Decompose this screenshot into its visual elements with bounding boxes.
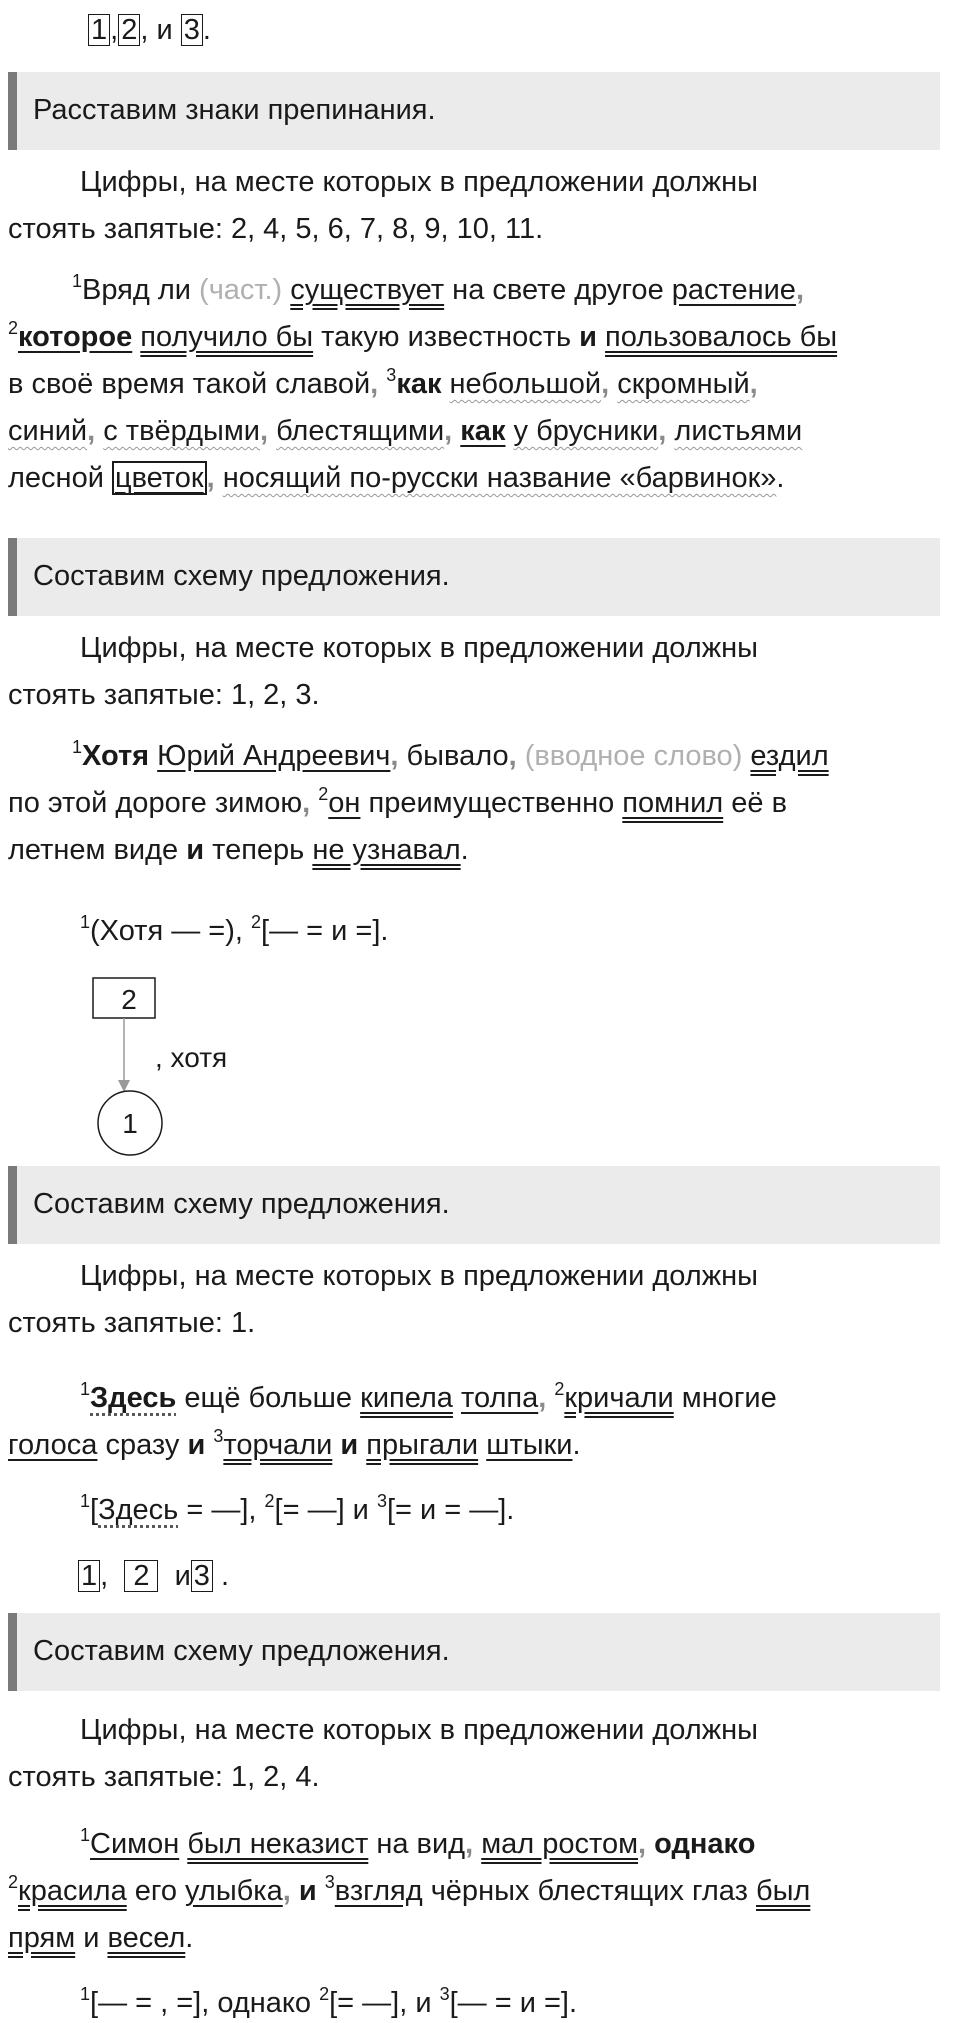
text-segment: [= —], и xyxy=(329,1987,440,2019)
text-segment xyxy=(291,1875,299,1907)
answer-box-1: 1 xyxy=(78,1560,100,1592)
text-segment: = —], xyxy=(178,1494,265,1526)
text-segment: прыгали xyxy=(366,1429,479,1461)
text-segment: Юрий Андреевич xyxy=(157,740,391,772)
answer-box-3: 3 xyxy=(181,14,203,46)
text-segment: . xyxy=(776,462,785,494)
text-segment: и xyxy=(298,1875,317,1907)
section-header-3 xyxy=(8,1166,940,1244)
scheme-3 xyxy=(80,1492,514,1528)
clause-number: 3 xyxy=(376,1491,387,1511)
text-segment: . xyxy=(221,1560,230,1592)
subordinate-clause-number: 1 xyxy=(122,1108,138,1139)
example-1-line4 xyxy=(8,413,802,449)
example-4-line1 xyxy=(80,1826,755,1862)
text-segment: многие xyxy=(673,1382,777,1414)
text-segment xyxy=(215,462,223,494)
task-text-1-line2: стоять запятые: 2, 4, 5, 6, 7, 8, 9, 10, 11. xyxy=(8,213,544,245)
text-segment: как xyxy=(460,415,506,447)
text-segment xyxy=(609,368,617,400)
clause-number: 1 xyxy=(72,271,83,291)
answer-box-1: 1 xyxy=(88,14,110,46)
example-1-line5 xyxy=(8,460,784,496)
example-3-line2 xyxy=(8,1427,581,1463)
text-segment: ездил xyxy=(750,740,829,772)
text-segment: , xyxy=(601,368,610,400)
example-2-line1 xyxy=(72,738,829,774)
text-segment: . xyxy=(460,834,469,866)
clause-number: 3 xyxy=(324,1872,335,1892)
text-segment: помнил xyxy=(622,787,724,819)
text-segment: небольшой xyxy=(449,368,602,400)
example-1-line1 xyxy=(72,272,804,308)
example-1-line2 xyxy=(8,319,837,355)
text-segment: [= и = —]. xyxy=(386,1494,515,1526)
answer-box-2: 2 xyxy=(118,14,140,46)
text-segment: блестящими xyxy=(276,415,445,447)
text-segment: Составим схему предложения. xyxy=(33,1188,450,1220)
text-segment: он xyxy=(328,787,361,819)
text-segment: [— = и =]. xyxy=(261,915,389,947)
text-segment: , xyxy=(282,1875,291,1907)
text-segment: по этой дороге зимою xyxy=(8,787,303,819)
example-1-line3 xyxy=(8,366,758,402)
task-text-4-line2: стоять запятые: 1, 2, 4. xyxy=(8,1761,320,1793)
task-text-2-line1: Цифры, на месте которых в предложении должны xyxy=(80,632,758,664)
text-segment xyxy=(646,1828,654,1860)
text-segment: Вряд ли xyxy=(82,274,200,306)
text-segment: штыки xyxy=(486,1429,573,1461)
text-segment: получило бы xyxy=(140,321,314,353)
text-segment: мал ростом xyxy=(481,1828,639,1860)
text-segment xyxy=(441,368,449,400)
text-segment: , xyxy=(100,1560,109,1592)
section-header-1 xyxy=(8,72,940,150)
clause-number: 2 xyxy=(251,912,262,932)
section-header-4 xyxy=(8,1613,940,1691)
answer-line-3 xyxy=(78,1558,229,1594)
task-text-3-line2: стоять запятые: 1. xyxy=(8,1307,256,1339)
example-4-line2 xyxy=(8,1873,810,1909)
text-segment: , xyxy=(444,415,453,447)
text-segment: (Хотя — =), xyxy=(90,915,251,947)
text-segment: сразу xyxy=(97,1429,188,1461)
clause-number: 2 xyxy=(8,318,19,338)
text-segment: красила xyxy=(18,1875,127,1907)
text-segment: её в xyxy=(723,787,787,819)
text-segment: , xyxy=(87,415,96,447)
text-segment: бывало xyxy=(398,740,509,772)
text-segment: , xyxy=(390,740,399,772)
text-segment: , xyxy=(206,462,215,494)
text-segment: Составим схему предложения. xyxy=(33,560,450,592)
text-segment: кипела xyxy=(360,1382,453,1414)
text-segment: у брусники xyxy=(513,415,659,447)
task-text-4-line1: Цифры, на месте которых в предложении должны xyxy=(80,1714,758,1746)
text-segment: летнем виде xyxy=(8,834,187,866)
text-segment: . xyxy=(202,14,211,46)
diagram-arrowhead xyxy=(118,1080,130,1092)
text-segment: , xyxy=(795,274,804,306)
text-segment xyxy=(505,415,513,447)
text-segment: как xyxy=(396,368,442,400)
text-segment: . xyxy=(572,1429,581,1461)
text-segment xyxy=(453,1382,461,1414)
text-segment: Симон xyxy=(90,1828,180,1860)
text-segment: , xyxy=(370,368,379,400)
text-segment xyxy=(517,740,525,772)
conjunction-label: , хотя xyxy=(155,1042,228,1073)
clause-number: 1 xyxy=(80,1825,91,1845)
text-segment: , xyxy=(508,740,517,772)
text-segment: преимущественно xyxy=(360,787,623,819)
text-segment: растение xyxy=(671,274,796,306)
text-segment: , и xyxy=(140,14,173,46)
text-segment: ещё больше xyxy=(176,1382,361,1414)
text-segment: лесной xyxy=(8,462,112,494)
text-segment: с твёрдыми xyxy=(103,415,260,447)
text-segment: на свете другое xyxy=(444,274,672,306)
text-segment: [— = , =], однако xyxy=(90,1987,320,2019)
text-segment: , xyxy=(658,415,667,447)
text-segment: и xyxy=(174,1560,191,1592)
clause-number: 2 xyxy=(264,1491,275,1511)
text-segment: весел xyxy=(107,1922,186,1954)
text-segment: был неказист xyxy=(187,1828,369,1860)
text-segment: Составим схему предложения. xyxy=(33,1635,450,1667)
clause-number: 3 xyxy=(386,365,397,385)
clause-number: 1 xyxy=(72,737,83,757)
clause-number: 2 xyxy=(8,1872,19,1892)
text-segment: синий xyxy=(8,415,88,447)
text-segment: , xyxy=(302,787,311,819)
text-segment: , xyxy=(749,368,758,400)
section-header-2 xyxy=(8,538,940,616)
clause-number: 2 xyxy=(554,1379,565,1399)
example-4-line3 xyxy=(8,1920,193,1956)
text-segment: , xyxy=(260,415,269,447)
text-segment: такую известность xyxy=(313,321,580,353)
text-segment xyxy=(149,740,157,772)
text-segment: не узнавал xyxy=(312,834,461,866)
text-segment: Хотя xyxy=(82,740,150,772)
main-clause-number: 2 xyxy=(121,984,137,1015)
text-segment: [= —] и xyxy=(274,1494,377,1526)
text-segment: прям xyxy=(8,1922,76,1954)
text-segment: , xyxy=(638,1828,647,1860)
clause-number: 2 xyxy=(319,1984,330,2004)
example-2-line2 xyxy=(8,785,787,821)
text-segment: кричали xyxy=(564,1382,674,1414)
text-segment xyxy=(268,415,276,447)
text-segment: . xyxy=(185,1922,194,1954)
text-segment: и xyxy=(340,1429,359,1461)
task-text-3-line1: Цифры, на месте которых в предложении должны xyxy=(80,1260,758,1292)
text-segment: существует xyxy=(290,274,445,306)
text-segment: в своё время такой славой xyxy=(8,368,371,400)
text-segment: был xyxy=(755,1875,811,1907)
clause-number: 1 xyxy=(80,1491,91,1511)
text-segment xyxy=(478,1429,486,1461)
text-segment: его xyxy=(126,1875,186,1907)
text-segment: [— = и =]. xyxy=(449,1987,578,2019)
text-segment xyxy=(473,1828,481,1860)
text-segment: скромный xyxy=(617,368,750,400)
answer-box-2: 2 xyxy=(124,1560,158,1592)
text-segment: (вводное слово) xyxy=(524,740,743,772)
answer-box-3: 3 xyxy=(191,1560,213,1592)
text-segment: чёрных блестящих глаз xyxy=(422,1875,756,1907)
text-segment: и xyxy=(75,1922,108,1954)
text-segment: , xyxy=(110,14,119,46)
text-segment: на вид xyxy=(368,1828,466,1860)
subject-box: цветок xyxy=(112,461,207,495)
clause-number: 2 xyxy=(318,784,329,804)
text-segment: и xyxy=(579,321,597,353)
text-segment: листьями xyxy=(674,415,803,447)
clause-number: 3 xyxy=(439,1984,450,2004)
text-segment: Здесь xyxy=(90,1382,177,1414)
text-segment: торчали xyxy=(223,1429,333,1461)
text-segment: Расставим знаки препинания. xyxy=(33,94,436,126)
example-3-line1 xyxy=(80,1380,777,1416)
text-segment: которое xyxy=(18,321,133,353)
task-text-1-line1: Цифры, на месте которых в предложении должны xyxy=(80,166,758,198)
text-segment: (част.) xyxy=(199,274,283,306)
text-segment: , xyxy=(465,1828,474,1860)
text-segment: и xyxy=(186,834,205,866)
text-segment xyxy=(597,321,605,353)
text-segment: толпа xyxy=(461,1382,539,1414)
text-segment: носящий по-русски название «барвинок» xyxy=(222,462,777,494)
text-segment: теперь xyxy=(204,834,313,866)
text-segment: взгляд xyxy=(334,1875,423,1907)
example-2-line3 xyxy=(8,832,469,868)
clause-number: 1 xyxy=(80,1984,91,2004)
text-segment xyxy=(317,1875,325,1907)
text-segment: пользовалось бы xyxy=(605,321,838,353)
scheme-4 xyxy=(80,1985,577,2021)
clause-diagram xyxy=(0,970,300,1160)
text-segment: однако xyxy=(654,1828,756,1860)
clause-number: 1 xyxy=(80,1379,91,1399)
clause-number: 1 xyxy=(80,912,91,932)
text-segment: , xyxy=(538,1382,547,1414)
task-text-2-line2: стоять запятые: 1, 2, 3. xyxy=(8,679,320,711)
answer-line-top xyxy=(88,12,211,48)
text-segment: [ xyxy=(90,1494,99,1526)
text-segment: Здесь xyxy=(98,1494,179,1526)
scheme-2 xyxy=(80,913,388,949)
text-segment: улыбка xyxy=(185,1875,283,1907)
text-segment: и xyxy=(187,1429,206,1461)
clause-number: 3 xyxy=(213,1426,224,1446)
text-segment: голоса xyxy=(8,1429,98,1461)
